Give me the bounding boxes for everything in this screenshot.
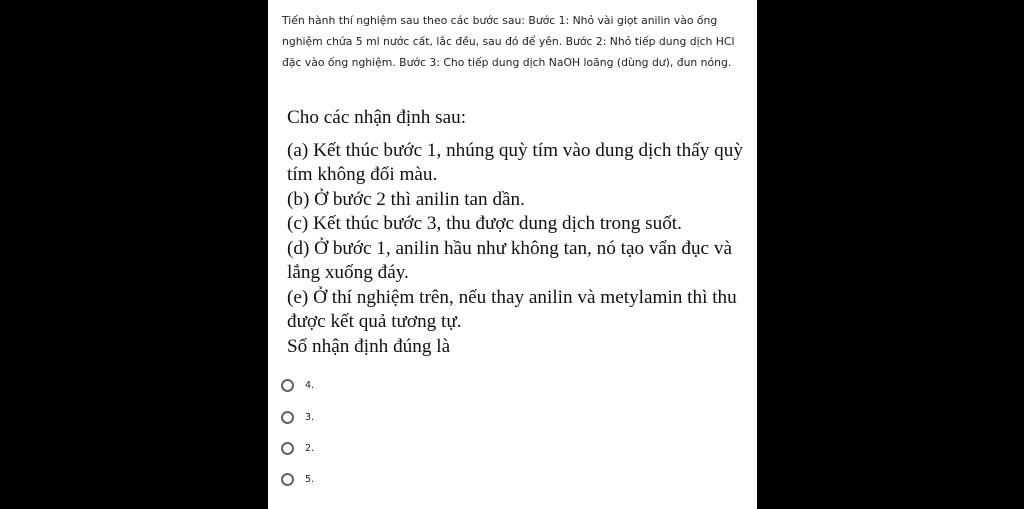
radio-button-icon[interactable]	[281, 442, 294, 455]
answer-options	[281, 370, 481, 496]
answer-option-label: 3.	[305, 411, 315, 423]
question-title: Cho các nhận định sau:	[287, 107, 467, 128]
answer-option-label: 5.	[305, 474, 315, 486]
answer-option[interactable]	[281, 433, 481, 464]
statement-a: (a) Kết thúc bước 1, nhúng quỳ tím vào dung dịch thấy quỳ tím không đổi màu.	[287, 139, 743, 185]
answer-option[interactable]	[281, 370, 481, 401]
answer-option[interactable]	[281, 401, 481, 432]
statement-c: (c) Kết thúc bước 3, thu được dung dịch trong suốt.	[287, 213, 682, 234]
radio-button-icon[interactable]	[281, 411, 294, 424]
radio-button-icon[interactable]	[281, 473, 294, 486]
answer-option-label: 4.	[305, 380, 315, 392]
intro-text: Tiến hành thí nghiệm sau theo các bước sau: Bước 1: Nhỏ vài giọt anilin vào ống nghiệm chứa 5 ml nước cất, lắc đều, sau đó để yên. Bước 2: Nhỏ tiếp dung dịch HCl đặc vào ống nghiệm. Bước 3: Cho tiếp dung dịch NaOH loãng (dùng dư), đun nóng.	[282, 14, 735, 69]
question-prompt: Số nhận định đúng là	[287, 335, 451, 357]
statement-d: (d) Ở bước 1, anilin hầu như không tan, nó tạo vẩn đục và lắng xuống đáy.	[287, 237, 732, 283]
answer-option[interactable]	[281, 464, 481, 495]
statement-e: (e) Ở thí nghiệm trên, nếu thay anilin và metylamin thì thu được kết quả tương tự.	[287, 286, 737, 332]
answer-option-label: 2.	[305, 442, 315, 454]
question-panel	[268, 0, 757, 509]
question-image-content	[287, 106, 749, 359]
radio-button-icon[interactable]	[281, 379, 294, 392]
statement-b: (b) Ở bước 2 thì anilin tan dần.	[287, 188, 525, 210]
